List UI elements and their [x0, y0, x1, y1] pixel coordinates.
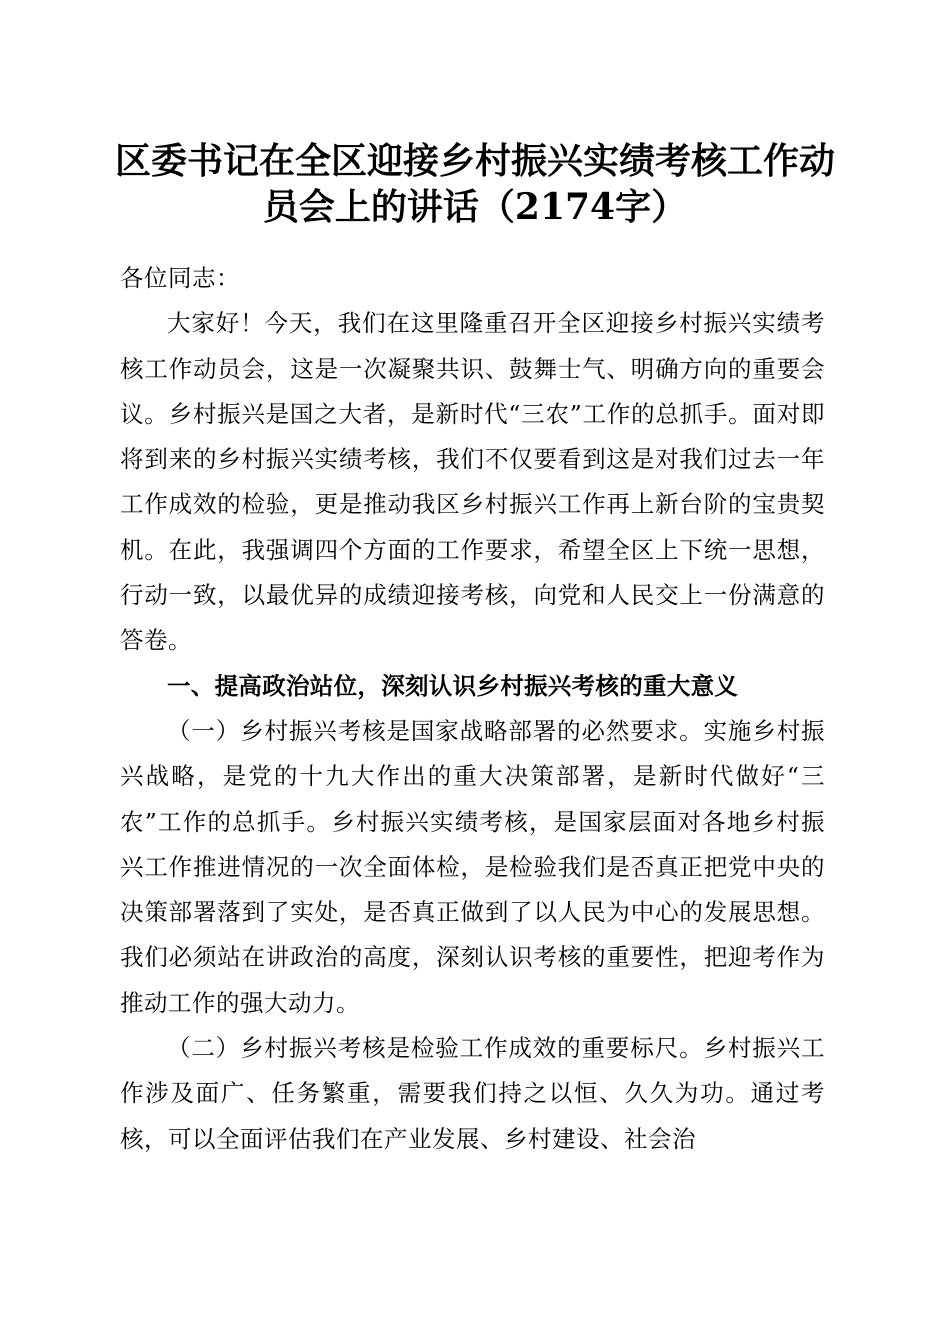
section-heading-1: 一、提高政治站位，深刻认识乡村振兴考核的重大意义: [167, 671, 739, 700]
document-body: [120, 252, 825, 1162]
salutation: 各位同志：: [120, 264, 240, 292]
title-line-1: 区委书记在全区迎接乡村振兴实绩考核工作动: [114, 140, 835, 182]
intro-paragraph: 大家好！今天，我们在这里隆重召开全区迎接乡村振兴实绩考核工作动员会，这是一次凝聚共识、鼓舞士气、明确方向的重要会议。乡村振兴是国之大者，是新时代“三农”工作的总抓手。面对即将到来的乡村振兴实绩考核，我们不仅要看到这是对我们过去一年工作成效的检验，更是推动我区乡村振兴工作再上新台阶的宝贵契机。在此，我强调四个方面的工作要求，希望全区上下统一思想，行动一致，以最优异的成绩迎接考核，向党和人民交上一份满意的答卷。: [120, 309, 825, 655]
subsection-paragraph-1: （一）乡村振兴考核是国家战略部署的必然要求。实施乡村振兴战略，是党的十九大作出的重大决策部署，是新时代做好“三农”工作的总抓手。乡村振兴实绩考核，是国家层面对各地乡村振兴工作推进情况的一次全面体检，是检验我们是否真正把党中央的决策部署落到了实处，是否真正做到了以人民为中心的发展思想。我们必须站在讲政治的高度，深刻认识考核的重要性，把迎考作为推动工作的强大动力。: [120, 716, 825, 1017]
subsection-paragraph-2: （二）乡村振兴考核是检验工作成效的重要标尺。乡村振兴工作涉及面广、任务繁重，需要我们持之以恒、久久为功。通过考核，可以全面评估我们在产业发展、乡村建设、社会治: [120, 1034, 825, 1153]
document-title: [110, 138, 840, 230]
title-line-2: 员会上的讲话（2174字）: [262, 186, 688, 228]
